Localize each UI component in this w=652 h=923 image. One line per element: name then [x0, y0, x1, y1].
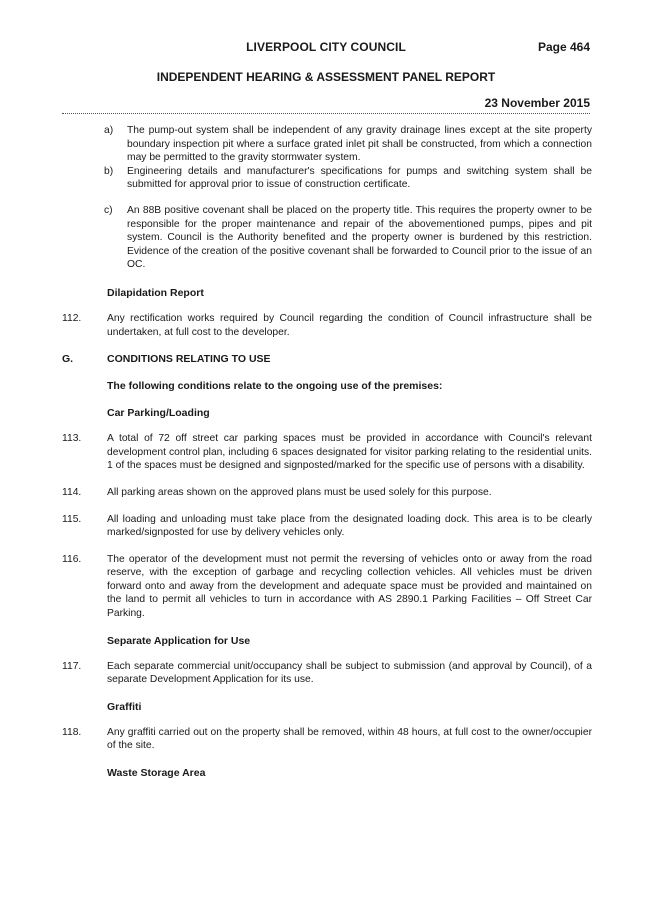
- report-date: 23 November 2015: [484, 96, 590, 110]
- condition-text: A total of 72 off street car parking spaces must be provided in accordance with Council's relevant development control plan, including 6 spaces designated for visitor parking relating to the residential units. 1 of the spaces must be designed and signposted/marked for the specific use of persons with a disability.: [107, 433, 592, 472]
- condition-number: 114.: [62, 486, 82, 498]
- heading-car-parking: Car Parking/Loading: [107, 407, 210, 420]
- condition-112: [62, 312, 592, 339]
- condition-text: Any rectification works required by Council regarding the condition of Council infrastructure shall be undertaken, at full cost to the developer.: [107, 312, 592, 338]
- condition-114: [62, 486, 592, 500]
- council-name: LIVERPOOL CITY COUNCIL: [246, 40, 406, 54]
- condition-115: [62, 513, 592, 540]
- subitem-text: Engineering details and manufacturer's specifications for pumps and switching system shall be submitted for approval prior to issue of construction certificate.: [127, 165, 592, 191]
- section-intro: The following conditions relate to the ongoing use of the premises:: [107, 380, 443, 393]
- subitem-text: An 88B positive covenant shall be placed on the property title. This requires the property owner to be responsible for the proper maintenance and repair of the abovementioned pumps, pipes and pit system. Council is the Authority benefited and the property owner is burdened by this restriction. Evidence of the creation of the positive covenant shall be forwarded to Council prior to the issue of an OC.: [127, 204, 592, 271]
- subitem-label: a): [104, 125, 114, 136]
- heading-dilapidation: Dilapidation Report: [107, 286, 204, 299]
- condition-text: Any graffiti carried out on the property shall be removed, within 48 hours, at full cost to the owner/occupier of the site.: [107, 726, 592, 752]
- condition-number: 113.: [62, 433, 82, 445]
- condition-number: 116.: [62, 553, 82, 565]
- page-number: Page 464: [537, 40, 590, 54]
- condition-118: [62, 726, 592, 753]
- report-title: INDEPENDENT HEARING & ASSESSMENT PANEL REPORT: [156, 70, 496, 84]
- heading-waste-storage: Waste Storage Area: [107, 767, 206, 780]
- condition-116: [62, 553, 592, 621]
- condition-number: 117.: [62, 660, 82, 672]
- condition-text: All parking areas shown on the approved plans must be used solely for this purpose.: [107, 486, 492, 498]
- condition-number: 118.: [62, 726, 82, 738]
- condition-text: The operator of the development must not permit the reversing of vehicles onto or away from the road reserve, with the exception of garbage and recycling collection vehicles. All vehicles must be driven forward onto and away from the development and adequate space must be provided and maintained on the land to permit all vehicles to turn in accordance with AS 2890.1 Parking Facilities – Off Street Car Parking.: [107, 553, 592, 620]
- heading-separate-application: Separate Application for Use: [107, 634, 251, 647]
- condition-text: All loading and unloading must take place from the designated loading dock. This area is to be clearly marked/signposted for use by delivery vehicles only.: [107, 513, 592, 539]
- header-divider: [62, 113, 590, 114]
- subitem-label: c): [104, 204, 113, 216]
- condition-text: Each separate commercial unit/occupancy shall be subject to submission (and approval by Council), of a separate Development Application for its use.: [107, 660, 592, 686]
- subitem-a: [104, 124, 592, 165]
- subitem-b: [104, 165, 592, 192]
- subitem-label: b): [104, 165, 114, 177]
- condition-113: [62, 432, 592, 473]
- condition-117: [62, 660, 592, 687]
- document-body: [0, 124, 652, 780]
- subitem-text: The pump-out system shall be independent of any gravity drainage lines except at the site property boundary inspection pit where a surface grated inlet pit shall be constructed, from which a connection may be permitted to the gravity stormwater system.: [127, 125, 592, 164]
- section-g-heading: [62, 352, 652, 366]
- condition-number: 115.: [62, 513, 82, 525]
- condition-number: 112.: [62, 312, 82, 324]
- subitem-c: [104, 204, 592, 272]
- section-title: CONDITIONS RELATING TO USE: [107, 353, 271, 366]
- heading-graffiti: Graffiti: [107, 700, 142, 713]
- section-letter: G.: [62, 353, 74, 366]
